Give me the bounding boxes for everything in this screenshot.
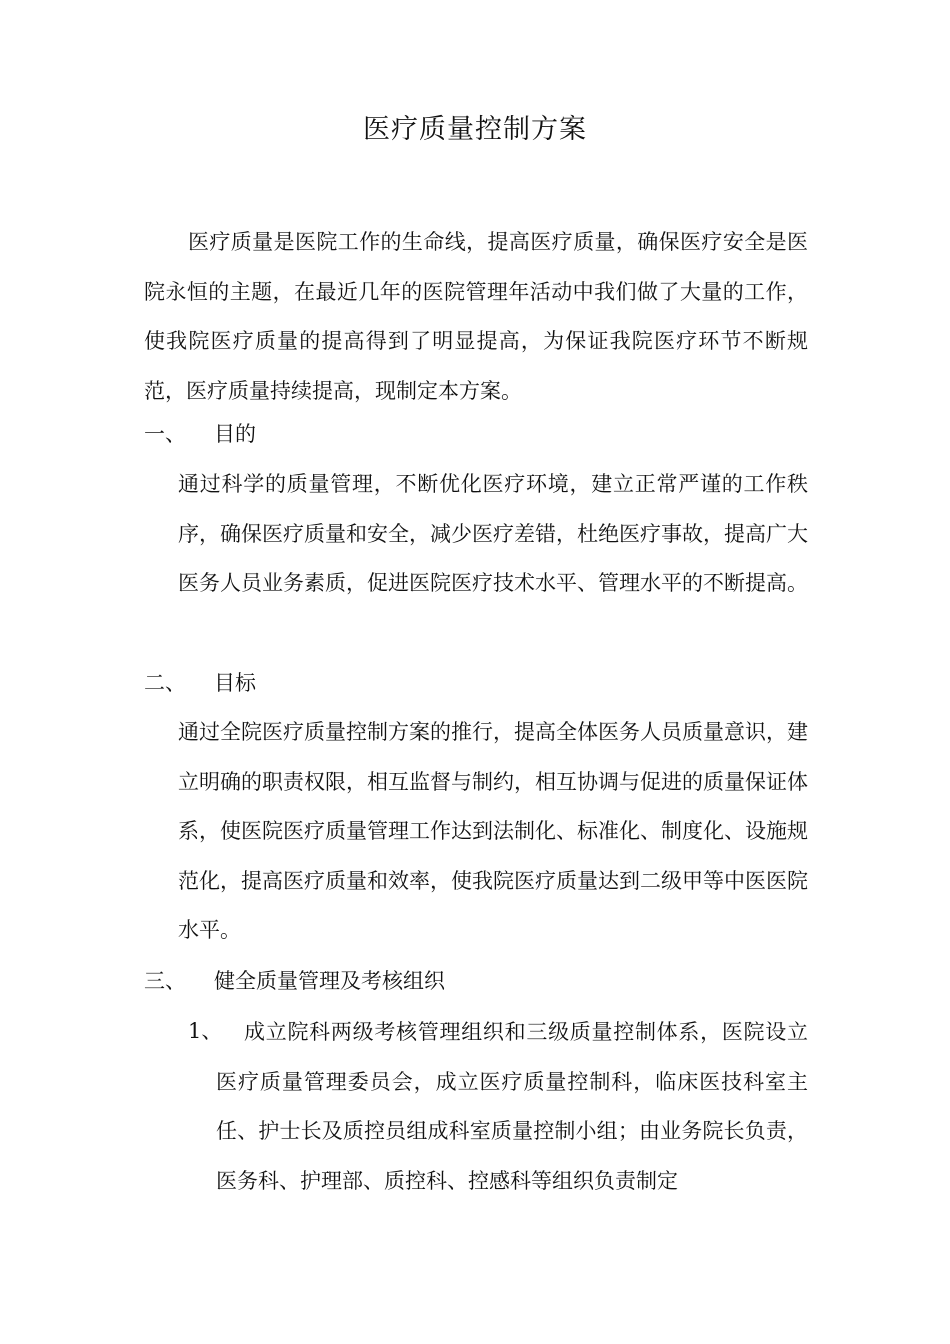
list-item-body: 成立院科两级考核管理组织和三级质量控制体系，医院设立医疗质量管理委员会，成立医疗质量控制科，临床医技科室主任、护士长及质控员组成科室质量控制小组；由业务院长负责，医务科、护理部、质控科、控感科等组织负责制定 xyxy=(216,1020,808,1193)
section-heading-2 xyxy=(144,667,256,699)
document-title: 医疗质量控制方案 xyxy=(363,114,587,145)
section-body-1: 通过科学的质量管理，不断优化医疗环境，建立正常严谨的工作秩序，确保医疗质量和安全，减少医疗差错，杜绝医疗事故，提高广大医务人员业务素质，促进医院医疗技术水平、管理水平的不断提高。 xyxy=(178,472,808,595)
section-title: 目标 xyxy=(214,671,256,695)
intro-paragraph: 医疗质量是医院工作的生命线，提高医疗质量，确保医疗安全是医院永恒的主题，在最近几年的医院管理年活动中我们做了大量的工作，使我院医疗质量的提高得到了明显提高，为保证我院医疗环节不断规范，医疗质量持续提高，现制定本方案。 xyxy=(144,230,808,403)
section-number: 二、 xyxy=(144,671,186,695)
section-number: 三、 xyxy=(144,969,186,993)
section-heading-1 xyxy=(144,418,256,450)
section-title: 健全质量管理及考核组织 xyxy=(214,969,445,993)
section-heading-3 xyxy=(144,965,445,997)
section-title: 目的 xyxy=(214,422,256,446)
list-item-number: 1、 xyxy=(188,1019,223,1043)
section-number: 一、 xyxy=(144,422,186,446)
section-body-2: 通过全院医疗质量控制方案的推行，提高全体医务人员质量意识，建立明确的职责权限，相互监督与制约，相互协调与促进的质量保证体系，使医院医疗质量管理工作达到法制化、标准化、制度化、设施规范化，提高医疗质量和效率，使我院医疗质量达到二级甲等中医医院水平。 xyxy=(178,720,808,942)
